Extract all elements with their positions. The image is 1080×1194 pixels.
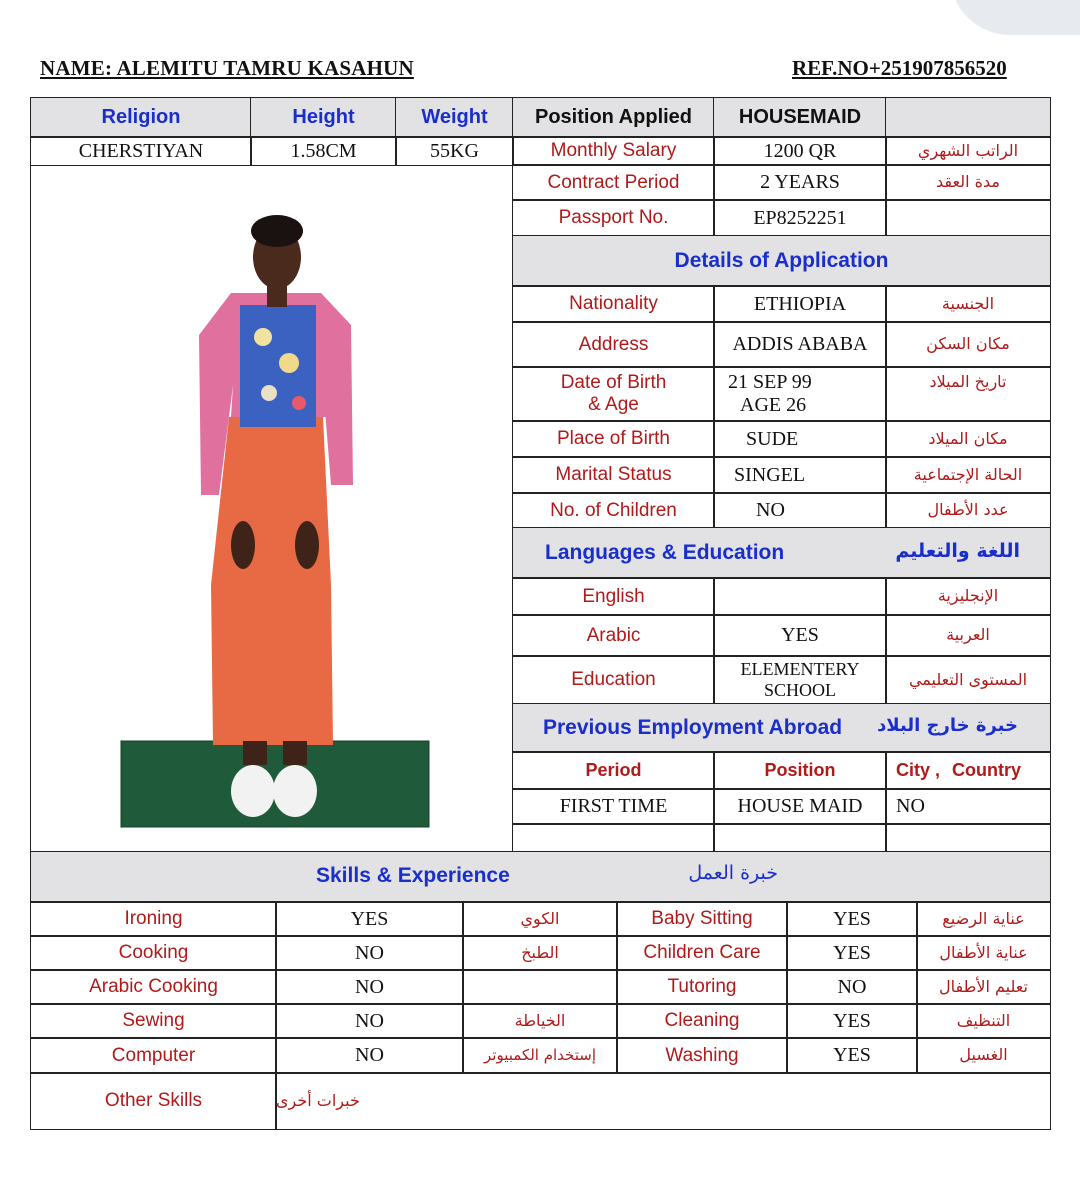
height-header: Height xyxy=(250,97,397,138)
date-of-birth-value xyxy=(713,366,887,422)
marital-status-label: Marital Status xyxy=(512,456,715,494)
employment-period-header: Period xyxy=(512,751,715,790)
employment-blank-1 xyxy=(512,823,715,853)
candidate-name: NAME: ALEMITU TAMRU KASAHUN xyxy=(40,56,414,80)
education-value-line2: SCHOOL xyxy=(763,680,836,700)
position-applied-label: Position Applied xyxy=(512,97,715,138)
education-label: Education xyxy=(512,655,715,705)
candidate-photo xyxy=(31,165,512,853)
place-of-birth-value: SUDE xyxy=(713,420,887,458)
skills-section-title-arabic: خبرة العمل xyxy=(688,862,778,884)
dob-value: 21 SEP 99 xyxy=(728,371,812,393)
children-label: No. of Children xyxy=(512,492,715,529)
photo-top xyxy=(240,305,316,427)
photo-left-shoe xyxy=(231,765,275,817)
employment-country-header xyxy=(885,751,1051,790)
languages-section-title-arabic: اللغة والتعليم xyxy=(895,540,1020,562)
passport-value: EP8252251 xyxy=(713,199,887,237)
candidate-photo-frame xyxy=(30,165,513,853)
skills-section-title: Skills & Experience xyxy=(316,864,510,887)
date-of-birth-arabic: تاريخ الميلاد xyxy=(885,366,1051,422)
height-value: 1.58CM xyxy=(250,136,397,166)
english-value xyxy=(713,577,887,616)
address-value: ADDIS ABABA xyxy=(713,321,887,368)
arabic-label: Arabic xyxy=(512,614,715,657)
employment-section-title: Previous Employment Abroad xyxy=(512,703,1051,753)
arabic-value: YES xyxy=(713,614,887,657)
skill-washing-label: Washing xyxy=(616,1037,788,1074)
english-arabic: الإنجليزية xyxy=(885,577,1051,616)
skill-ironing-label: Ironing xyxy=(30,901,277,937)
education-value xyxy=(713,655,887,705)
city-header: City , xyxy=(896,760,941,781)
skill-children-care-label: Children Care xyxy=(616,935,788,971)
skill-baby-sitting-label: Baby Sitting xyxy=(616,901,788,937)
nationality-value: ETHIOPIA xyxy=(713,285,887,323)
skill-sewing-value: NO xyxy=(275,1003,464,1039)
dob-label-line2: & Age xyxy=(588,394,639,415)
skill-baby-sitting-arabic: عناية الرضيع xyxy=(916,901,1051,937)
english-label: English xyxy=(512,577,715,616)
skill-cleaning-label: Cleaning xyxy=(616,1003,788,1039)
skill-computer-arabic: إستخدام الكمبيوتر xyxy=(462,1037,618,1074)
skill-tutoring-arabic: تعليم الأطفال xyxy=(916,969,1051,1005)
monthly-salary-value: 1200 QR xyxy=(713,136,887,166)
age-value: AGE 26 xyxy=(740,394,807,416)
photo-right-shoe xyxy=(273,765,317,817)
place-of-birth-label: Place of Birth xyxy=(512,420,715,458)
skill-cooking-label: Cooking xyxy=(30,935,277,971)
skill-washing-value: YES xyxy=(786,1037,918,1074)
country-header: Country xyxy=(952,760,1022,781)
children-value: NO xyxy=(713,492,887,529)
contract-period-arabic: مدة العقد xyxy=(885,164,1051,201)
arabic-arabic: العربية xyxy=(885,614,1051,657)
other-skills-arabic: خبرات أخرى xyxy=(275,1072,1051,1130)
languages-section-title: Languages & Education xyxy=(512,527,1051,579)
header-blank-cell xyxy=(885,97,1051,138)
nationality-label: Nationality xyxy=(512,285,715,323)
skill-sewing-label: Sewing xyxy=(30,1003,277,1039)
employment-position-header: Position xyxy=(713,751,887,790)
corner-decoration xyxy=(950,0,1080,35)
employment-section-title-arabic: خبرة خارج البلاد xyxy=(877,715,1018,736)
employment-position-value: HOUSE MAID xyxy=(713,788,887,825)
monthly-salary-label: Monthly Salary xyxy=(512,136,715,166)
education-arabic: المستوى التعليمي xyxy=(885,655,1051,705)
skill-computer-value: NO xyxy=(275,1037,464,1074)
other-skills-label: Other Skills xyxy=(30,1072,277,1130)
employment-country-value: NO xyxy=(885,788,1051,825)
skill-tutoring-label: Tutoring xyxy=(616,969,788,1005)
skill-cooking-value: NO xyxy=(275,935,464,971)
passport-label: Passport No. xyxy=(512,199,715,237)
children-arabic: عدد الأطفال xyxy=(885,492,1051,529)
skill-arabic-cooking-arabic xyxy=(462,969,618,1005)
skill-baby-sitting-value: YES xyxy=(786,901,918,937)
weight-header: Weight xyxy=(395,97,514,138)
skill-ironing-value: YES xyxy=(275,901,464,937)
skill-children-care-arabic: عناية الأطفال xyxy=(916,935,1051,971)
religion-header: Religion xyxy=(30,97,252,138)
employment-period-value: FIRST TIME xyxy=(512,788,715,825)
employment-blank-3 xyxy=(885,823,1051,853)
skill-tutoring-value: NO xyxy=(786,969,918,1005)
address-arabic: مكان السكن xyxy=(885,321,1051,368)
skill-computer-label: Computer xyxy=(30,1037,277,1074)
skill-washing-arabic: الغسيل xyxy=(916,1037,1051,1074)
reference-number: REF.NO+251907856520 xyxy=(792,56,1007,80)
marital-status-arabic: الحالة الإجتماعية xyxy=(885,456,1051,494)
employment-blank-2 xyxy=(713,823,887,853)
details-section-title: Details of Application xyxy=(512,235,1051,287)
skill-cooking-arabic: الطبخ xyxy=(462,935,618,971)
passport-blank xyxy=(885,199,1051,237)
skill-children-care-value: YES xyxy=(786,935,918,971)
skills-section-header xyxy=(30,851,1051,903)
skill-arabic-cooking-label: Arabic Cooking xyxy=(30,969,277,1005)
skill-sewing-arabic: الخياطة xyxy=(462,1003,618,1039)
dob-label-line1: Date of Birth xyxy=(560,372,667,394)
skill-cleaning-value: YES xyxy=(786,1003,918,1039)
monthly-salary-arabic: الراتب الشهري xyxy=(885,136,1051,166)
place-of-birth-arabic: مكان الميلاد xyxy=(885,420,1051,458)
address-label: Address xyxy=(512,321,715,368)
skill-cleaning-arabic: التنظيف xyxy=(916,1003,1051,1039)
nationality-arabic: الجنسية xyxy=(885,285,1051,323)
position-applied-value: HOUSEMAID xyxy=(713,97,887,138)
contract-period-label: Contract Period xyxy=(512,164,715,201)
education-value-line1: ELEMENTERY xyxy=(740,659,860,680)
weight-value: 55KG xyxy=(395,136,514,166)
skill-arabic-cooking-value: NO xyxy=(275,969,464,1005)
date-of-birth-label xyxy=(512,366,715,422)
skill-ironing-arabic: الكوي xyxy=(462,901,618,937)
marital-status-value: SINGEL xyxy=(713,456,887,494)
religion-value: CHERSTIYAN xyxy=(30,136,252,166)
photo-skirt xyxy=(211,417,333,745)
contract-period-value: 2 YEARS xyxy=(713,164,887,201)
